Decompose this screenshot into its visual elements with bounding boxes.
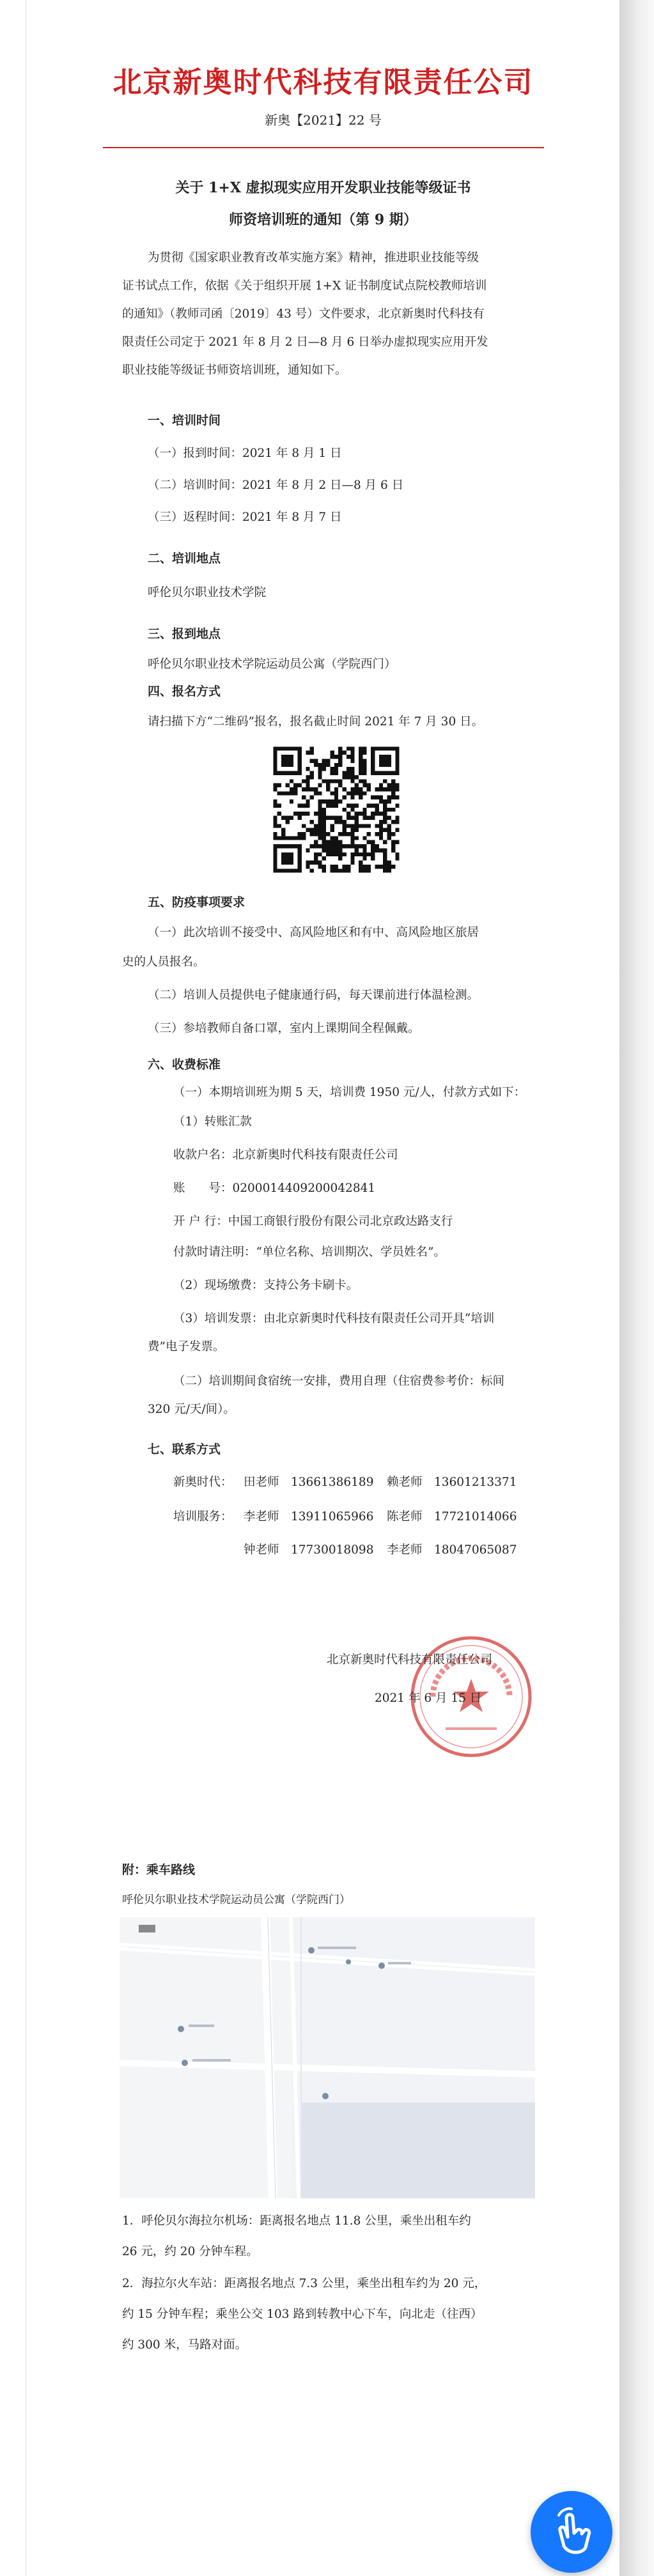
- list-item: （一）此次培训不接受中、高风险地区和有中、高风险地区旅居: [148, 926, 479, 939]
- contact-label: 新奥时代：: [173, 1476, 233, 1489]
- list-item: （三）参培教师自备口罩，室内上课期间全程佩戴。: [148, 1022, 420, 1035]
- fee-line: 付款时请注明：“单位名称、培训期次、学员姓名”。: [173, 1246, 446, 1259]
- section-heading-training-time: 一、培训时间: [148, 413, 221, 428]
- registration-instructions: 请扫描下方“二维码”报名，报名截止时间 2021 年 7 月 30 日。: [148, 715, 484, 729]
- section-heading-fees: 六、收费标准: [148, 1058, 221, 1072]
- list-item: （二）培训时间：2021 年 8 月 2 日—8 月 6 日: [148, 479, 404, 492]
- page-edge-shadow: [619, 0, 654, 2576]
- intro-line: 的通知》（教师司函〔2019〕43 号）文件要求，北京新奥时代科技有: [122, 307, 485, 321]
- appendix-heading: 附：乘车路线: [122, 1863, 196, 1877]
- company-header: 北京新奥时代科技有限责任公司: [113, 65, 534, 99]
- route-line: 约 300 米，马路对面。: [122, 2338, 247, 2352]
- fee-line: （3）培训发票：由北京新奥时代科技有限责任公司开具“培训: [173, 1312, 495, 1325]
- intro-line: 限责任公司定于 2021 年 8 月 2 日—8 月 6 日举办虚拟现实应用开发: [122, 335, 488, 349]
- fee-line: （2）现场缴费：支持公务卡刷卡。: [173, 1279, 359, 1292]
- account-number: 账 号：0200014409200042841: [173, 1182, 376, 1195]
- fee-line: （一）本期培训班为期 5 天，培训费 1950 元/人，付款方式如下：: [173, 1086, 526, 1099]
- intro-line: 职业技能等级证书师资培训班，通知如下。: [122, 364, 347, 377]
- floating-action-button[interactable]: [531, 2491, 612, 2573]
- section-heading-contact: 七、联系方式: [148, 1442, 221, 1456]
- contact-entry: 李老师 18047065087: [387, 1543, 517, 1557]
- signature-company: 北京新奥时代科技有限责任公司: [327, 1653, 493, 1667]
- title-line-2: 师资培训班的通知（第 9 期）: [229, 212, 417, 228]
- document-number: 新奥【2021】22 号: [265, 112, 382, 128]
- signature-date: 2021 年 6 月 15 日: [375, 1692, 482, 1705]
- contact-label: 培训服务：: [173, 1510, 233, 1523]
- qr-code-icon[interactable]: [269, 743, 403, 877]
- payee-name: 收款户名：北京新奥时代科技有限责任公司: [173, 1148, 398, 1162]
- intro-line: 为贯彻《国家职业教育改革实施方案》精神，推进职业技能等级: [148, 251, 479, 265]
- route-map[interactable]: [120, 1917, 535, 2198]
- section-heading-checkin-location: 三、报到地点: [148, 627, 221, 641]
- training-location: 呼伦贝尔职业技术学院: [148, 586, 267, 599]
- title-line-1: 关于 1+X 虚拟现实应用开发职业技能等级证书: [175, 180, 471, 196]
- contact-entry: 钟老师 17730018098: [244, 1543, 374, 1557]
- section-heading-training-location: 二、培训地点: [148, 551, 221, 566]
- fee-line: 320 元/天/间）。: [148, 1403, 235, 1416]
- section-heading-epidemic: 五、防疫事项要求: [148, 895, 245, 909]
- header-divider: [103, 147, 544, 148]
- intro-line: 证书试点工作，依据《关于组织开展 1+X 证书制度试点院校教师培训: [122, 279, 487, 293]
- contact-entry: 陈老师 17721014066: [387, 1510, 517, 1523]
- contact-entry: 李老师 13911065966: [244, 1510, 374, 1523]
- bank-name: 开 户 行：中国工商银行股份有限公司北京政达路支行: [173, 1215, 453, 1228]
- fee-line: （1）转账汇款: [173, 1115, 252, 1129]
- fee-line: （二）培训期间食宿统一安排，费用自理（住宿费参考价：标间: [173, 1375, 505, 1388]
- checkin-location: 呼伦贝尔职业技术学院运动员公寓（学院西门）: [148, 658, 396, 671]
- route-line: 约 15 分钟车程；乘坐公交 103 路到转教中心下车，向北走（往西）: [122, 2308, 483, 2321]
- fee-line: 费”电子发票。: [148, 1340, 225, 1354]
- list-item: （三）返程时间：2021 年 8 月 7 日: [148, 511, 342, 524]
- contact-entry: 田老师 13661386189: [244, 1476, 374, 1489]
- route-line: 2．海拉尔火车站：距离报名地点 7.3 公里，乘坐出租车约为 20 元，: [122, 2277, 487, 2290]
- document-page: [26, 0, 621, 2576]
- route-line: 26 元，约 20 分钟车程。: [122, 2245, 258, 2258]
- route-line: 1．呼伦贝尔海拉尔机场：距离报名地点 11.8 公里，乘坐出租车约: [122, 2214, 471, 2228]
- list-item: 史的人员报名。: [122, 955, 205, 969]
- list-item: （一）报到时间：2021 年 8 月 1 日: [148, 447, 342, 460]
- appendix-location: 呼伦贝尔职业技术学院运动员公寓（学院西门）: [122, 1893, 350, 1906]
- contact-entry: 赖老师 13601213371: [387, 1476, 517, 1489]
- list-item: （二）培训人员提供电子健康通行码，每天课前进行体温检测。: [148, 989, 479, 1002]
- section-heading-registration: 四、报名方式: [148, 684, 221, 698]
- hand-pointer-icon: [531, 2491, 612, 2573]
